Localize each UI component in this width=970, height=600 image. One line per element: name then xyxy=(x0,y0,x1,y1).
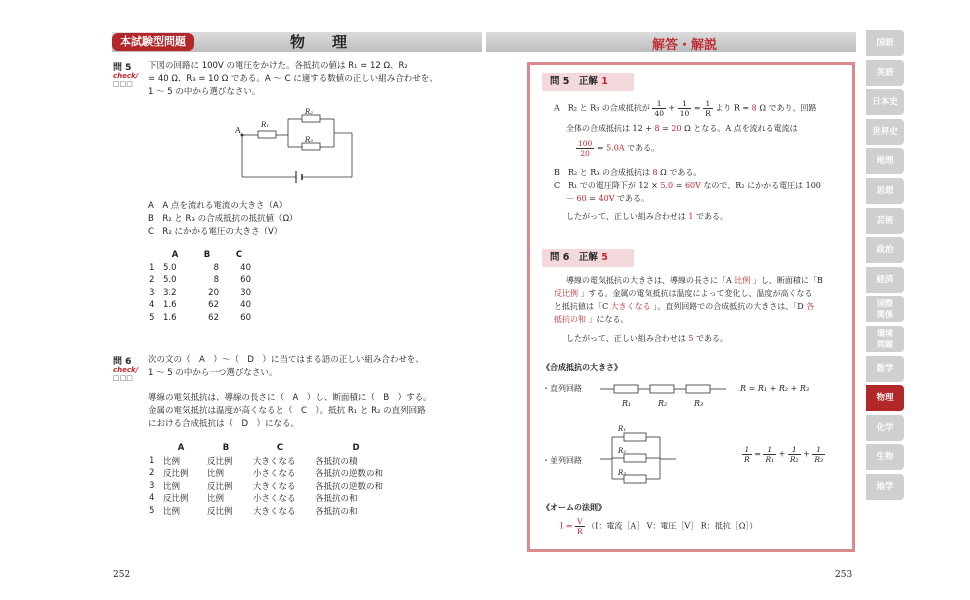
text-span: である。 xyxy=(617,194,650,203)
highlight-value: 8 xyxy=(654,124,660,133)
table-header-row xyxy=(145,249,255,262)
text-span: = xyxy=(589,194,596,203)
q6-para1: 導線の電気抵抗は、導線の長さに（ A ）し、断面積に（ B ）する。 xyxy=(148,393,432,403)
numerator: 1 xyxy=(812,445,825,455)
parallel-r2-label: R₂ xyxy=(618,447,627,455)
table-cell: A xyxy=(177,443,185,454)
q5-check-label: check/ xyxy=(113,72,139,80)
text-span: である。 xyxy=(627,143,660,153)
highlight-value: 60 xyxy=(576,194,587,203)
a5-line3 xyxy=(576,139,659,158)
table-cell xyxy=(145,249,159,262)
denominator: R xyxy=(744,455,750,464)
table-cell: 比例 xyxy=(163,481,181,492)
table-cell: 大きくなる xyxy=(253,506,296,517)
numerator: V xyxy=(575,517,585,527)
table-cell: 反比例 xyxy=(163,469,189,480)
highlight-value: 比例 xyxy=(734,276,751,285)
highlight-value: 大きくなる xyxy=(610,302,651,311)
numerator: 1 xyxy=(703,99,713,109)
text-span: 」し、断面積に「B xyxy=(752,276,823,285)
table-row xyxy=(145,287,255,300)
table-cell: 30 xyxy=(240,287,251,298)
text-span: なので、R₂ にかかる電圧は 100 xyxy=(703,181,821,190)
table-cell: B xyxy=(222,443,230,454)
highlight-value: 8 xyxy=(652,168,658,177)
fraction xyxy=(678,99,692,118)
table-cell: 反比例 xyxy=(207,506,233,517)
tab-subject[interactable]: 生物 xyxy=(866,444,904,470)
a5-badge-label: 問 5 正解 xyxy=(550,76,598,87)
q6-check-label: check/ xyxy=(113,366,139,374)
tab-subject[interactable]: 世界史 xyxy=(866,119,904,145)
answer-panel xyxy=(527,62,855,552)
answer-title: 解答・解説 xyxy=(652,38,718,53)
fraction xyxy=(812,445,825,464)
table-cell: 62 xyxy=(208,312,219,323)
series-label: ・直列回路 xyxy=(542,384,582,393)
q5-item-a: A A 点を流れる電流の大きさ（A） xyxy=(148,201,288,211)
tab-subject[interactable]: 環境 問題 xyxy=(866,326,904,352)
table-cell: 4 xyxy=(149,300,155,311)
table-cell: 62 xyxy=(208,300,219,311)
table-cell: C xyxy=(276,443,284,454)
q5-item-c: C R₂ にかかる電圧の大きさ（V） xyxy=(148,227,283,237)
q5-line1: 下図の回路に 100V の電圧をかけた。各抵抗の値は R₁ = 12 Ω、R₂ xyxy=(148,61,408,71)
a5-badge xyxy=(542,73,634,91)
table-header-row xyxy=(145,442,401,455)
table-cell: 40 xyxy=(240,262,251,273)
highlight-value: 20 xyxy=(671,124,682,133)
notes-heading-ohm: 《オームの法則》 xyxy=(542,502,606,512)
q6-choices-table xyxy=(145,442,401,517)
text-span: 導線の電気抵抗の大きさは、導線の長さに「A xyxy=(566,276,732,285)
tab-subject[interactable]: 思想 xyxy=(866,178,904,204)
circuit-label-r3: R₃ xyxy=(305,136,314,144)
table-row xyxy=(145,274,255,287)
fraction xyxy=(652,99,666,118)
fraction xyxy=(703,99,713,118)
series-r3-label: R₃ xyxy=(694,399,704,408)
text-span: 」する。金属の電気抵抗は温度によって変化し、温度が高くなる xyxy=(580,289,813,298)
tab-subject[interactable]: 政治 xyxy=(866,237,904,263)
q5-choices-table xyxy=(145,249,255,324)
text-span: Ω であり、回路 xyxy=(759,103,817,113)
text-span: C R₁ での電圧降下が 12 × xyxy=(554,181,658,190)
parallel-circuit-diagram xyxy=(600,429,680,485)
q5-item-b: B R₂ と R₃ の合成抵抗の抵抗値（Ω） xyxy=(148,214,298,224)
denominator: R₂ xyxy=(789,455,799,464)
table-cell: 反比例 xyxy=(207,481,233,492)
highlight-value: 各 xyxy=(806,302,815,311)
tab-subject[interactable]: 芸術 xyxy=(866,208,904,234)
table-cell: 5.0 xyxy=(163,262,177,273)
denominator: 40 xyxy=(654,109,664,118)
q6-number: 問 6 xyxy=(113,357,132,367)
highlight-value: 40V xyxy=(598,194,615,203)
table-row xyxy=(145,312,255,325)
text-span: （I：電流［A］ V：電圧［V］ R：抵抗［Ω］） xyxy=(587,521,758,531)
table-cell: 1.6 xyxy=(163,300,177,311)
q5-line3: 1 ～ 5 の中から選びなさい。 xyxy=(148,87,261,97)
table-cell: 比例 xyxy=(163,506,181,517)
q6-para2: 金属の電気抵抗は温度が高くなると（ C ）。抵抗 R₁ と R₂ の直列回路 xyxy=(148,406,426,416)
table-row xyxy=(145,455,401,468)
text-span: 」。直列回路での合成抵抗の大きさは、「D xyxy=(653,302,804,311)
table-cell: 小さくなる xyxy=(253,469,296,480)
table-cell: 8 xyxy=(213,275,219,286)
page-number-right: 253 xyxy=(835,570,853,580)
a6-answer-number: 5 xyxy=(601,252,608,263)
fraction xyxy=(763,445,776,464)
q6-line1: 次の文の（ A ）～（ D ）に当てはまる語の正しい組み合わせを、 xyxy=(148,355,424,365)
numerator: 100 xyxy=(578,139,593,148)
numerator: 1 xyxy=(788,445,801,455)
text-span: － xyxy=(566,194,574,203)
table-cell: A xyxy=(171,250,179,261)
table-cell: 各抵抗の和 xyxy=(315,506,358,517)
table-row xyxy=(145,505,401,518)
table-cell: 8 xyxy=(213,262,219,273)
table-cell: 3.2 xyxy=(163,287,177,298)
text-span: したがって、正しい組み合わせは xyxy=(566,334,686,343)
table-cell: 3 xyxy=(149,480,155,491)
q5-circuit-diagram xyxy=(230,105,360,185)
text-span: B R₂ と R₃ の合成抵抗は xyxy=(554,168,650,177)
table-cell: 60 xyxy=(240,275,251,286)
a5-answer-number: 1 xyxy=(601,76,608,87)
highlight-value: 8 xyxy=(751,103,757,113)
table-cell: 2 xyxy=(149,468,155,479)
text-span: である。 xyxy=(696,212,729,221)
denominator: R₃ xyxy=(814,455,824,464)
series-circuit-diagram xyxy=(600,383,730,395)
a6-badge xyxy=(542,249,634,267)
table-cell: 各抵抗の逆数の和 xyxy=(315,481,384,492)
a5-line4 xyxy=(554,167,701,180)
table-row xyxy=(145,467,401,480)
q5-number: 問 5 xyxy=(113,63,132,73)
text-span: 」になる。 xyxy=(588,315,629,324)
text-span: したがって、正しい組み合わせは xyxy=(566,212,686,221)
table-cell: 20 xyxy=(208,287,219,298)
table-cell: 各抵抗の和 xyxy=(315,494,358,505)
table-cell: 1.6 xyxy=(163,312,177,323)
fraction xyxy=(742,445,752,464)
table-cell: 各抵抗の逆数の和 xyxy=(315,469,384,480)
fraction xyxy=(575,517,585,536)
a5-conclusion xyxy=(566,211,728,224)
text-span: I = xyxy=(560,521,573,531)
subject-title: 物 理 xyxy=(290,33,354,51)
table-row xyxy=(145,299,255,312)
text-span: + xyxy=(803,449,810,459)
text-span: と抵抗値は「C xyxy=(554,302,609,311)
table-cell: 比例 xyxy=(207,469,225,480)
parallel-r1-label: R₁ xyxy=(618,425,627,433)
a5-line6 xyxy=(566,193,649,206)
text-span: = xyxy=(754,449,761,459)
table-row xyxy=(145,262,255,275)
a6-para-line4 xyxy=(554,314,629,327)
tab-subject[interactable]: 国語 xyxy=(866,30,904,56)
section-tag: 本試験型問題 xyxy=(112,33,194,51)
table-cell: 5 xyxy=(149,312,155,323)
table-row xyxy=(145,492,401,505)
table-cell: 比例 xyxy=(163,456,181,467)
fraction xyxy=(788,445,801,464)
table-cell: 比例 xyxy=(207,494,225,505)
numerator: 1 xyxy=(678,99,692,109)
text-span: = xyxy=(662,124,669,133)
table-cell: B xyxy=(203,250,211,261)
notes-heading-resistance: 《合成抵抗の大きさ》 xyxy=(542,362,622,372)
denominator: R xyxy=(576,527,583,536)
circuit-label-r2: R₂ xyxy=(305,108,314,116)
table-cell: 1 xyxy=(149,455,155,466)
parallel-r3-label: R₃ xyxy=(618,469,627,477)
text-span: より R = xyxy=(715,103,750,113)
a6-para-line1 xyxy=(566,275,823,288)
text-span: = xyxy=(675,181,683,190)
circuit-label-r1: R₁ xyxy=(261,121,270,129)
q5-check-boxes[interactable]: □□□ xyxy=(113,80,133,88)
series-r1-label: R₁ xyxy=(622,399,632,408)
fraction xyxy=(576,139,594,158)
denominator: R₁ xyxy=(765,455,775,464)
page-number-left: 252 xyxy=(113,570,131,580)
table-cell: D xyxy=(352,443,360,454)
highlight-value: 5.0 xyxy=(660,181,674,190)
ohm-law-formula xyxy=(560,517,757,536)
table-cell: 大きくなる xyxy=(253,456,296,467)
table-cell: 2 xyxy=(149,275,155,286)
table-cell: 反比例 xyxy=(207,456,233,467)
q6-line2: 1 ～ 5 の中から一つ選びなさい。 xyxy=(148,368,278,378)
a6-para-line2 xyxy=(554,288,813,301)
numerator: 1 xyxy=(763,445,776,455)
a6-badge-label: 問 6 正解 xyxy=(550,252,598,263)
q5-line2: = 40 Ω、R₃ = 10 Ω である。A ～ C に適する数値の正しい組み合わせを、 xyxy=(148,74,438,84)
table-cell: 3 xyxy=(149,287,155,298)
table-cell: 反比例 xyxy=(163,494,189,505)
parallel-formula xyxy=(742,445,825,464)
table-cell: 1 xyxy=(149,262,155,273)
a5-line2 xyxy=(566,123,798,136)
denominator: 10 xyxy=(679,109,690,118)
text-span: + xyxy=(668,103,676,113)
table-cell: 5.0 xyxy=(163,275,177,286)
highlight-value: 反比例 xyxy=(554,289,578,298)
tab-subject[interactable]: 物理 xyxy=(866,385,904,411)
series-formula: R = R₁ + R₂ + R₃ xyxy=(740,384,810,393)
table-row xyxy=(145,480,401,493)
highlight-value: 60V xyxy=(684,181,701,190)
table-cell: 各抵抗の積 xyxy=(315,456,358,467)
text-span: = xyxy=(693,103,701,113)
tab-subject[interactable]: 地理 xyxy=(866,148,904,174)
highlight-value: 5.0A xyxy=(606,143,625,153)
table-cell: 5 xyxy=(149,505,155,516)
highlight-value: 1 xyxy=(688,212,694,221)
text-span: である。 xyxy=(696,334,729,343)
q6-check-boxes[interactable]: □□□ xyxy=(113,374,133,382)
a5-line5 xyxy=(554,180,821,193)
a5-line1 xyxy=(554,99,817,118)
numerator: 1 xyxy=(742,445,752,455)
tab-subject[interactable]: 日本史 xyxy=(866,89,904,115)
highlight-value: 5 xyxy=(688,334,694,343)
table-cell: 大きくなる xyxy=(253,481,296,492)
parallel-label: ・並列回路 xyxy=(542,456,582,465)
tab-subject[interactable]: 経済 xyxy=(866,267,904,293)
table-cell: 40 xyxy=(240,300,251,311)
circuit-label-a: A xyxy=(235,126,241,135)
tab-subject[interactable]: 国際 関係 xyxy=(866,296,904,322)
denominator: R xyxy=(705,109,711,118)
tab-subject[interactable]: 英語 xyxy=(866,60,904,86)
tab-subject[interactable]: 地学 xyxy=(866,474,904,500)
denominator: 20 xyxy=(580,149,590,158)
q6-para3: における合成抵抗は（ D ）になる。 xyxy=(148,419,300,429)
highlight-value: 抵抗の和 xyxy=(554,315,586,324)
text-span: 全体の合成抵抗は 12 + xyxy=(566,124,652,133)
numerator: 1 xyxy=(652,99,666,109)
text-span: + xyxy=(778,449,786,459)
series-r2-label: R₂ xyxy=(658,399,668,408)
table-cell: 60 xyxy=(240,312,251,323)
table-cell: 小さくなる xyxy=(253,494,296,505)
table-cell: 4 xyxy=(149,493,155,504)
text-span: A R₂ と R₃ の合成抵抗が xyxy=(554,103,650,113)
table-cell: C xyxy=(235,250,243,261)
table-cell xyxy=(145,442,159,455)
tab-subject[interactable]: 数学 xyxy=(866,356,904,382)
text-span: Ω である。 xyxy=(660,168,702,177)
text-span: = xyxy=(596,143,604,153)
tab-subject[interactable]: 化学 xyxy=(866,415,904,441)
a6-para-line3 xyxy=(554,301,814,314)
a6-conclusion xyxy=(566,333,728,346)
text-span: Ω となる。A 点を流れる電流は xyxy=(684,124,798,133)
subject-tabs xyxy=(866,30,904,504)
